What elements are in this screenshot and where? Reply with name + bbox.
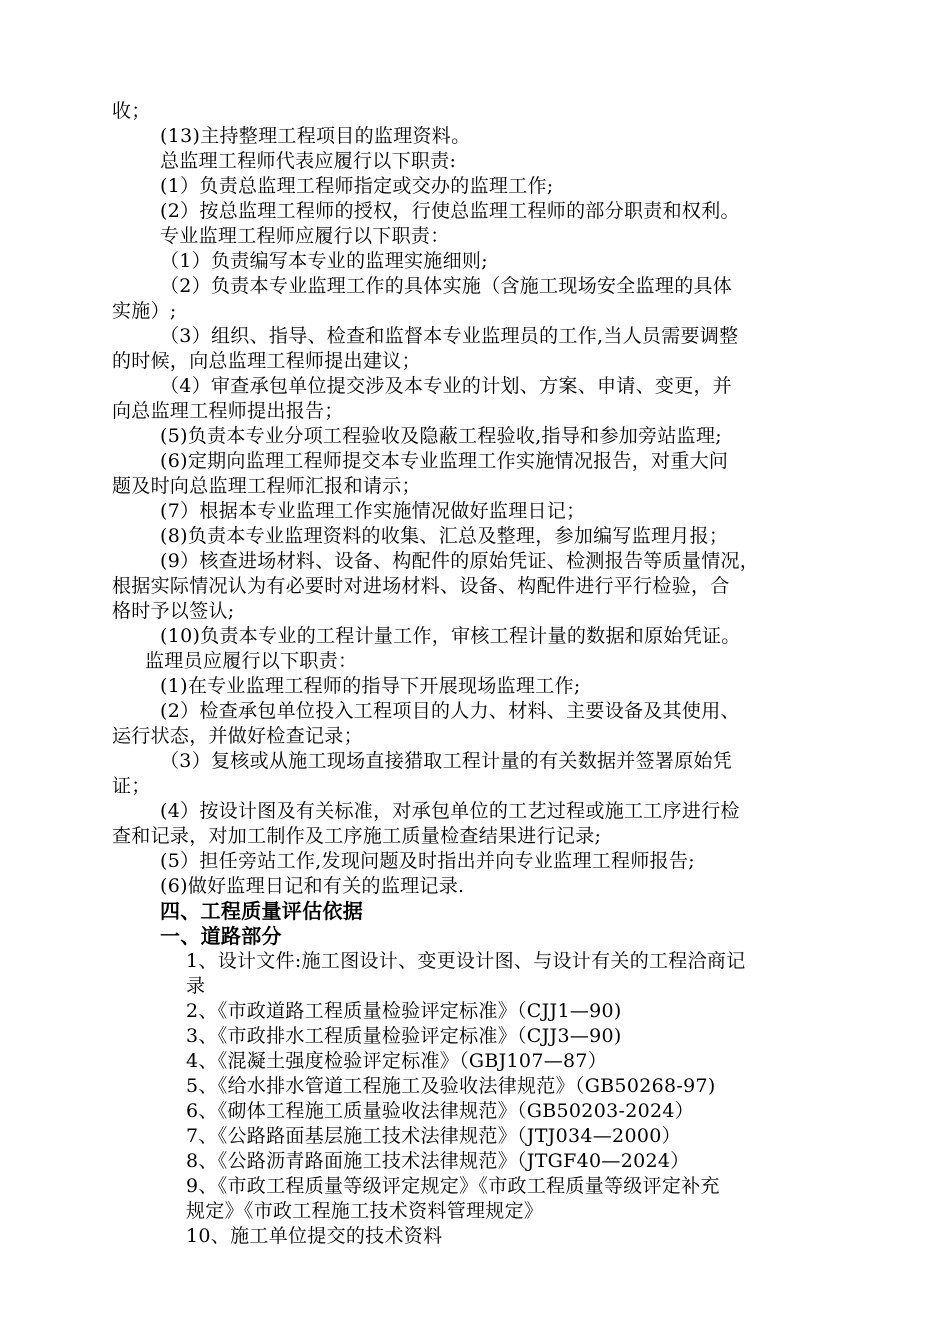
- text-line: (2）检查承包单位投入工程项目的人力、材料、主要设备及其使用、: [160, 700, 740, 722]
- text-line: 查和记录，对加工制作及工序施工质量检查结果进行记录;: [112, 825, 602, 847]
- text-line: (9）核查进场材料、设备、构配件的原始凭证、检测报告等质量情况，: [160, 550, 760, 572]
- text-line: (4）按设计图及有关标准，对承包单位的工艺过程或施工工序进行检: [160, 800, 740, 822]
- section-intro: 专业监理工程师应履行以下职责：: [160, 225, 450, 247]
- subsection-heading: 一、道路部分: [160, 924, 282, 948]
- list-item: 8、《公路沥青路面施工技术法律规范》（JTGF40—2024）: [186, 1150, 690, 1172]
- text-line: (6)做好监理日记和有关的监理记录.: [160, 875, 465, 897]
- list-item: 7、《公路路面基层施工技术法律规范》（JTJ034—2000）: [186, 1125, 681, 1147]
- text-line: （3）复核或从施工现场直接猎取工程计量的有关数据并签署原始凭: [160, 750, 733, 772]
- list-item: 5、《给水排水管道工程施工及验收法律规范》（GB50268-97): [186, 1075, 716, 1097]
- text-line: 向总监理工程师提出报告；: [112, 400, 344, 422]
- text-line: 实施）;: [112, 300, 177, 322]
- text-line: (1)在专业监理工程师的指导下开展现场监理工作;: [160, 675, 581, 697]
- list-item: 10、施工单位提交的技术资料: [186, 1225, 443, 1247]
- text-line: （4）审查承包单位提交涉及本专业的计划、方案、申请、变更，并: [160, 375, 733, 397]
- list-item: 9、《市政工程质量等级评定规定》《市政工程质量等级评定补充: [186, 1175, 720, 1197]
- list-item: 6、《砌体工程施工质量验收法律规范》（GB50203-2024）: [186, 1100, 695, 1122]
- text-line: (6)定期向监理工程师提交本专业监理工作实施情况报告，对重大问: [160, 450, 729, 472]
- section-intro: 总监理工程师代表应履行以下职责:: [160, 150, 457, 172]
- text-line: (10)负责本专业的工程计量工作，审核工程计量的数据和原始凭证。: [160, 625, 741, 647]
- text-line: 运行状态，并做好检查记录；: [112, 725, 363, 747]
- section-heading: 四、工程质量评估依据: [160, 899, 363, 923]
- text-line: 题及时向总监理工程师汇报和请示；: [112, 475, 421, 497]
- text-line: 根据实际情况认为有必要时对进场材料、设备、构配件进行平行检验，合: [112, 575, 730, 597]
- text-line: (5)负责本专业分项工程验收及隐蔽工程验收,指导和参加旁站监理;: [160, 425, 722, 447]
- text-line: 的时候，向总监理工程师提出建议；: [112, 350, 421, 372]
- text-line: 证；: [112, 775, 151, 797]
- list-item: 4、《混凝土强度检验评定标准》（GBJ107—87）: [186, 1050, 608, 1072]
- text-line: (2）按总监理工程师的授权，行使总监理工程师的部分职责和权利。: [160, 200, 740, 222]
- text-line: 格时予以签认;: [112, 600, 235, 622]
- section-intro: 监理员应履行以下职责：: [145, 650, 358, 672]
- list-item: 规定》《市政工程施工技术资料管理规定》: [186, 1200, 544, 1222]
- text-line: (5）担任旁站工作,发现问题及时指出并向专业监理工程师报告;: [160, 850, 695, 872]
- text-line: （2）负责本专业监理工作的具体实施（含施工现场安全监理的具体: [160, 275, 733, 297]
- text-line: 收；: [112, 100, 151, 122]
- text-line: （3）组织、指导、检查和监督本专业监理员的工作,当人员需要调整: [160, 325, 739, 347]
- text-line: （1）负责编写本专业的监理实施细则;: [160, 250, 488, 272]
- text-line: (8)负责本专业监理资料的收集、汇总及整理，参加编写监理月报；: [160, 525, 729, 547]
- text-line: (13)主持整理工程项目的监理资料。: [160, 125, 471, 147]
- list-item: 录: [186, 975, 206, 997]
- list-item: 1、设计文件:施工图设计、变更设计图、与设计有关的工程洽商记: [186, 950, 746, 972]
- list-item: 3、《市政排水工程质量检验评定标准》（CJJ3—90): [186, 1025, 622, 1047]
- text-line: (1）负责总监理工程师指定或交办的监理工作;: [160, 175, 554, 197]
- text-line: (7）根据本专业监理工作实施情况做好监理日记；: [160, 500, 586, 522]
- list-item: 2、《市政道路工程质量检验评定标准》（CJJ1—90): [186, 1000, 622, 1022]
